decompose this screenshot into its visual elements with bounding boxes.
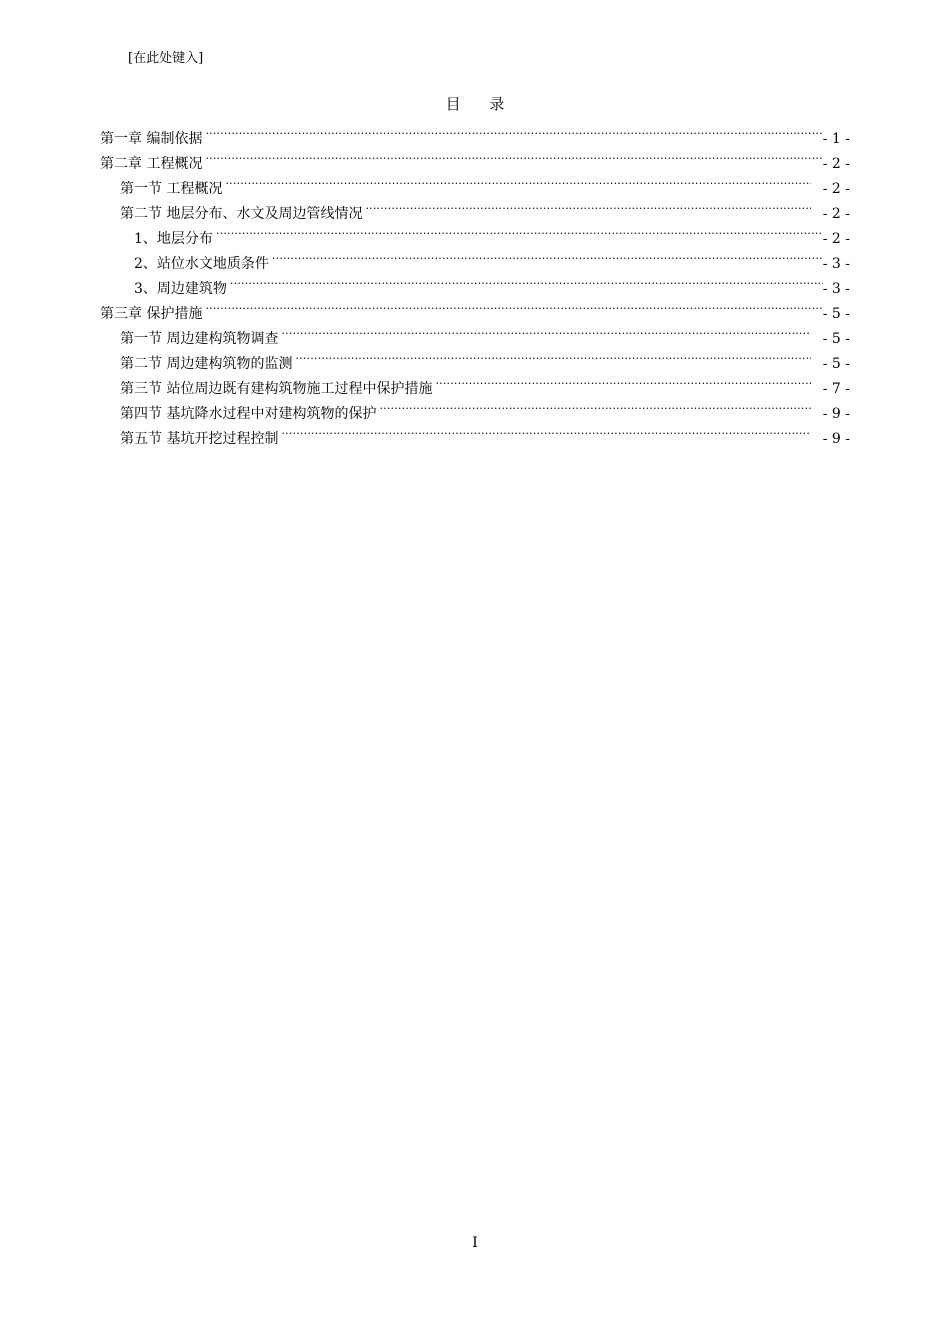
- toc-entry-label: 3、周边建筑物: [134, 281, 227, 297]
- toc-entry-page: - 2 -: [822, 231, 850, 247]
- toc-entry-label: 第五节 基坑开挖过程控制: [120, 431, 279, 447]
- toc-entry[interactable]: [100, 143, 850, 172]
- toc-entry-label: 第一章 编制依据: [100, 131, 203, 147]
- toc-entry-page: - 9 -: [822, 406, 850, 422]
- toc-dot-leader: [205, 118, 822, 143]
- toc-entry[interactable]: [100, 168, 850, 197]
- toc-dot-leader: [379, 393, 810, 418]
- toc-entry-label: 1、地层分布: [134, 231, 213, 247]
- toc-entry-page: - 5 -: [822, 306, 850, 322]
- toc-dot-leader: [281, 418, 810, 443]
- toc-title: 目 录: [445, 95, 517, 113]
- toc-entry-label: 第二章 工程概况: [100, 156, 203, 172]
- toc-entry-label: 第二节 地层分布、水文及周边管线情况: [120, 206, 363, 222]
- toc-entry-page: - 1 -: [822, 131, 850, 147]
- table-of-contents: [100, 118, 850, 447]
- toc-entry-page: - 2 -: [822, 156, 850, 172]
- toc-entry-page: - 7 -: [822, 381, 850, 397]
- toc-dot-leader: [216, 218, 823, 243]
- toc-dot-leader: [281, 318, 810, 343]
- toc-entry[interactable]: [100, 118, 850, 147]
- toc-entry-label: 第一节 工程概况: [120, 181, 223, 197]
- toc-entry-page: - 3 -: [822, 256, 850, 272]
- toc-dot-leader: [225, 168, 810, 193]
- toc-entry-label: 第三节 站位周边既有建构筑物施工过程中保护措施: [120, 381, 433, 397]
- toc-entry[interactable]: [100, 293, 850, 322]
- toc-entry-label: 第三章 保护措施: [100, 306, 203, 322]
- toc-dot-leader: [230, 268, 823, 293]
- toc-entry-page: - 2 -: [822, 206, 850, 222]
- toc-dot-leader: [295, 343, 810, 368]
- toc-dot-leader: [365, 193, 810, 218]
- toc-dot-leader: [205, 293, 822, 318]
- toc-dot-leader: [435, 368, 810, 393]
- toc-entry-page: - 5 -: [822, 331, 850, 347]
- toc-entry-page: - 3 -: [822, 281, 850, 297]
- toc-entry-label: 第四节 基坑降水过程中对建构筑物的保护: [120, 406, 377, 422]
- toc-dot-leader: [205, 143, 822, 168]
- page-number: I: [472, 1235, 478, 1251]
- toc-entry-page: - 2 -: [822, 181, 850, 197]
- toc-entry-page: - 5 -: [822, 356, 850, 372]
- toc-entry[interactable]: [100, 318, 850, 347]
- header-placeholder: [在此处键入]: [128, 51, 204, 66]
- toc-entry-label: 第一节 周边建构筑物调查: [120, 331, 279, 347]
- toc-entry-page: - 9 -: [822, 431, 850, 447]
- toc-dot-leader: [272, 243, 823, 268]
- toc-entry-label: 2、站位水文地质条件: [134, 256, 269, 272]
- toc-entry-label: 第二节 周边建构筑物的监测: [120, 356, 293, 372]
